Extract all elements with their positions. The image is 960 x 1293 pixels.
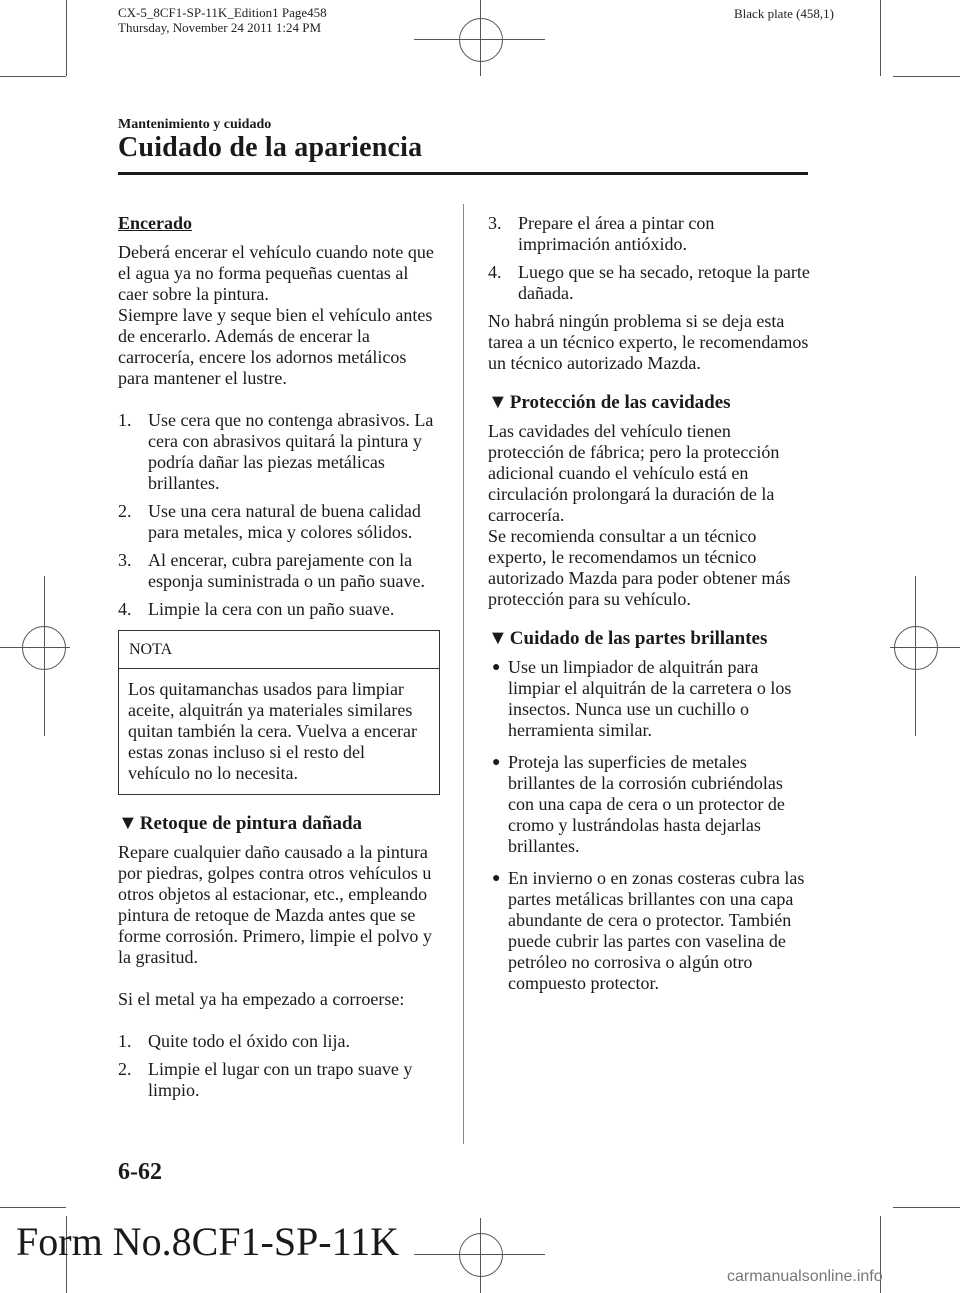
step-text: Limpie la cera con un paño suave. xyxy=(148,599,395,619)
retoque-paragraph-3: No habrá ningún problema si se deja esta tarea a un técnico experto, le recomendamos un técnico autorizado Mazda. xyxy=(488,311,809,373)
bullet-icon: ● xyxy=(492,871,501,886)
retoque-steps-right xyxy=(488,213,810,304)
step-text: Use una cera natural de buena calidad para metales, mica y colores sólidos. xyxy=(148,501,421,542)
step-text: Prepare el área a pintar con imprimación antióxido. xyxy=(518,213,715,254)
triangle-down-icon: ▼ xyxy=(488,627,508,649)
bullet-icon: ● xyxy=(492,755,501,770)
step-text: Al encerar, cubra parejamente con la esponja suministrada o un paño suave. xyxy=(148,550,425,591)
step-text: Luego que se ha secado, retoque la parte dañada. xyxy=(518,262,810,303)
retoque-paragraph-2: Si el metal ya ha empezado a corroerse: xyxy=(118,989,405,1009)
cavidades-paragraph-1: Las cavidades del vehículo tienen protección de fábrica; pero la protección adicional cuando el vehículo está en circulación prolongará la duración de la carrocería. xyxy=(488,421,780,525)
list-item xyxy=(488,752,810,857)
column-divider xyxy=(463,204,464,1144)
bullet-text: Proteja las superficies de metales brillantes de la corrosión cubriéndolas con una capa de cera o un protector de cromo y lustrándolas hasta dejarlas brillantes. xyxy=(508,752,785,856)
page-number: 6-62 xyxy=(118,1159,162,1185)
plate-info: Black plate (458,1) xyxy=(734,6,834,21)
step-number: 2. xyxy=(118,1059,132,1079)
list-item xyxy=(118,1059,440,1101)
list-item xyxy=(118,501,440,543)
cavidades-heading xyxy=(488,392,810,413)
step-number: 1. xyxy=(118,410,132,430)
production-info-line-2: Thursday, November 24 2011 1:24 PM xyxy=(118,20,322,35)
step-text: Limpie el lugar con un trapo suave y limpio. xyxy=(148,1059,413,1100)
step-number: 3. xyxy=(118,550,132,570)
right-column xyxy=(488,213,810,1005)
step-text: Use cera que no contenga abrasivos. La cera con abrasivos quitará la pintura y podría dañar las piezas metálicas brillantes. xyxy=(148,410,434,493)
left-column xyxy=(118,213,440,1108)
encerado-paragraph-1: Deberá encerar el vehículo cuando note que el agua ya no forma pequeñas cuentas al caer sobre la pintura. xyxy=(118,242,434,304)
list-item xyxy=(118,410,440,494)
list-item xyxy=(488,262,810,304)
note-body: Los quitamanchas usados para limpiar aceite, alquitrán ya materiales similares quitan también la cera. Vuelva a encerar estas zonas incluso si el resto del vehículo no lo necesita. xyxy=(128,679,417,783)
bullet-text: Use un limpiador de alquitrán para limpiar el alquitrán de la carretera o los insectos. Nunca use un cuchillo o herramienta similar. xyxy=(508,657,792,740)
brillantes-heading xyxy=(488,628,810,649)
triangle-down-icon: ▼ xyxy=(118,812,138,834)
bullet-text: En invierno o en zonas costeras cubra las partes metálicas brillantes con una capa abundante de cera o protector. También puede cubrir las partes con vaselina de petróleo no corrosiva o algún otro compuesto protector. xyxy=(508,868,805,993)
encerado-heading: Encerado xyxy=(118,213,192,233)
section-label: Mantenimiento y cuidado xyxy=(118,117,272,132)
brillantes-heading-text: Cuidado de las partes brillantes xyxy=(509,628,768,649)
brillantes-bullets xyxy=(488,657,810,994)
list-item xyxy=(488,657,810,741)
step-number: 4. xyxy=(118,599,132,619)
encerado-paragraph-2: Siempre lave y seque bien el vehículo antes de encerarlo. Además de encerar la carrocería, encere los adornos metálicos para mantener el lustre. xyxy=(118,305,433,388)
triangle-down-icon: ▼ xyxy=(488,391,508,413)
note-title: NOTA xyxy=(119,631,439,669)
retoque-paragraph-1: Repare cualquier daño causado a la pintura por piedras, golpes contra otros vehículos u otros objetos al estacionar, etc., empleando pintura de retoque de Mazda antes que se forme corrosión. Primero, limpie el polvo y la grasitud. xyxy=(118,842,432,967)
cavidades-heading-text: Protección de las cavidades xyxy=(509,392,731,413)
note-box xyxy=(118,630,440,795)
list-item xyxy=(488,868,810,994)
retoque-heading-text: Retoque de pintura dañada xyxy=(139,813,363,834)
form-number: Form No.8CF1-SP-11K xyxy=(16,1219,400,1264)
watermark: carmanualsonline.info xyxy=(727,1268,883,1285)
step-number: 1. xyxy=(118,1031,132,1051)
list-item xyxy=(118,550,440,592)
step-number: 3. xyxy=(488,213,502,233)
list-item xyxy=(118,599,440,620)
step-number: 2. xyxy=(118,501,132,521)
list-item xyxy=(118,1031,440,1052)
step-number: 4. xyxy=(488,262,502,282)
production-info-line-1: CX-5_8CF1-SP-11K_Edition1 Page458 xyxy=(118,5,327,20)
cavidades-paragraph-2: Se recomienda consultar a un técnico experto, le recomendamos un técnico autorizado Mazda para poder obtener más protección para su vehículo. xyxy=(488,526,791,609)
retoque-heading xyxy=(118,813,440,834)
bullet-icon: ● xyxy=(492,660,501,675)
page-title: Cuidado de la apariencia xyxy=(118,132,423,163)
list-item xyxy=(488,213,810,255)
encerado-steps xyxy=(118,410,440,620)
title-rule xyxy=(118,172,808,175)
step-text: Quite todo el óxido con lija. xyxy=(148,1031,350,1051)
retoque-steps-left xyxy=(118,1031,440,1101)
